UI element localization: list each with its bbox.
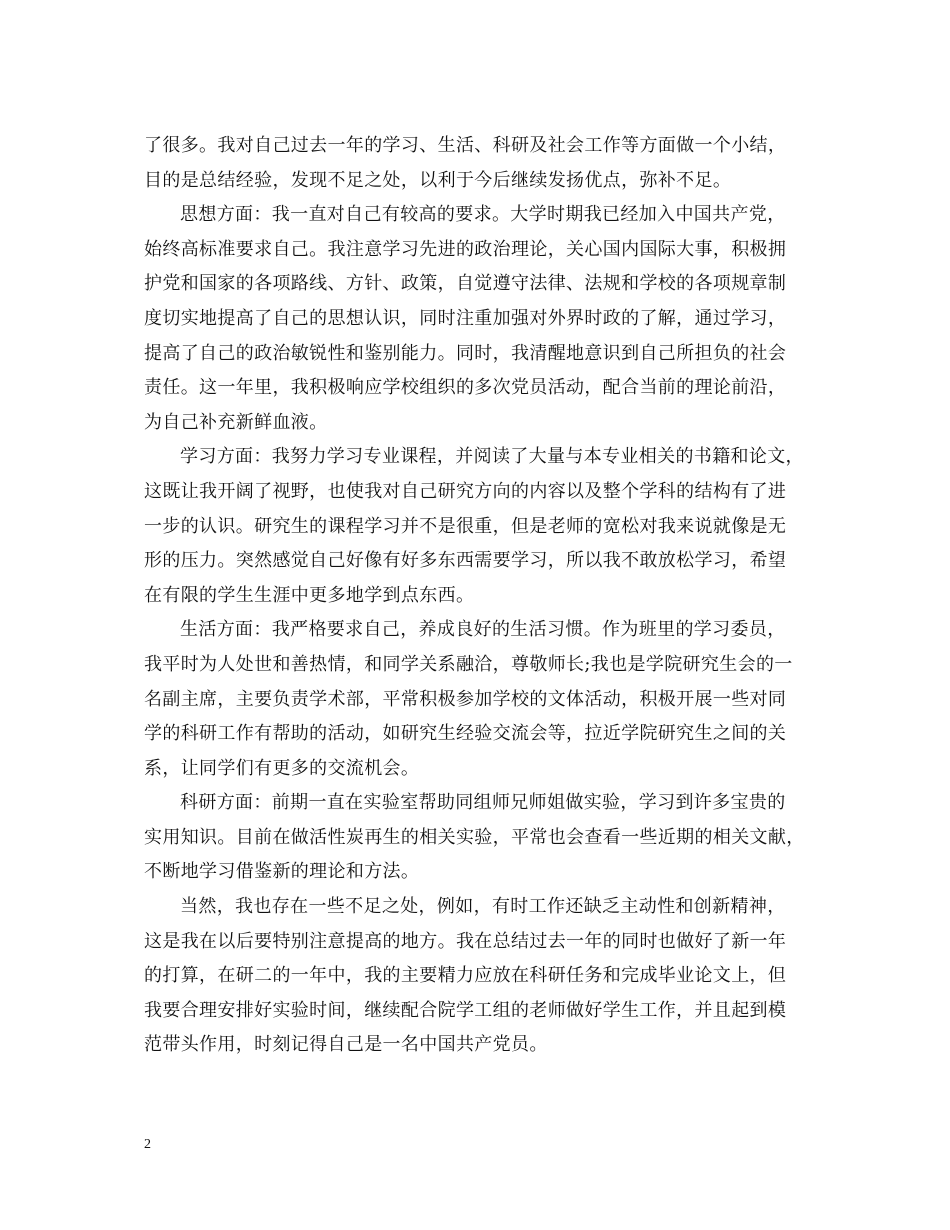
page-number: 2 (144, 1137, 151, 1152)
text-line: 系，让同学们有更多的交流机会。 (144, 757, 420, 779)
text-line: 这既让我开阔了视野，也使我对自己研究方向的内容以及整个学科的结构有了进 (144, 480, 787, 502)
text-line: 为自己补充新鲜血液。 (144, 411, 328, 433)
text-line: 不断地学习借鉴新的理论和方法。 (144, 861, 420, 883)
text-line: 名副主席，主要负责学术部，平常积极参加学校的文体活动，积极开展一些对同 (144, 688, 787, 710)
text-line: 护党和国家的各项路线、方针、政策，自觉遵守法律、法规和学校的各项规章制 (144, 273, 787, 295)
text-line: 责任。这一年里，我积极响应学校组织的多次党员活动，配合当前的理论前沿， (144, 377, 787, 399)
text-line: 科研方面：前期一直在实验室帮助同组师兄师姐做实验，学习到许多宝贵的 (180, 792, 786, 814)
text-line: 思想方面：我一直对自己有较高的要求。大学时期我已经加入中国共产党， (180, 204, 786, 226)
text-line: 在有限的学生生涯中更多地学到点东西。 (144, 584, 475, 606)
text-line: 范带头作用，时刻记得自己是一名中国共产党员。 (144, 1034, 548, 1056)
text-line: 实用知识。目前在做活性炭再生的相关实验，平常也会查看一些近期的相关文献， (144, 826, 805, 848)
paragraph-research (144, 786, 808, 890)
text-line: 的打算，在研二的一年中，我的主要精力应放在科研任务和完成毕业论文上，但 (144, 965, 787, 987)
text-line: 形的压力。突然感觉自己好像有好多东西需要学习，所以我不敢放松学习，希望 (144, 550, 787, 572)
text-line: 我要合理安排好实验时间，继续配合院学工组的老师做好学生工作，并且起到模 (144, 999, 787, 1021)
text-line: 了很多。我对自己过去一年的学习、生活、科研及社会工作等方面做一个小结， (144, 135, 787, 156)
text-line: 当然，我也存在一些不足之处，例如，有时工作还缺乏主动性和创新精神， (180, 896, 786, 918)
text-line: 一步的认识。研究生的课程学习并不是很重，但是老师的宽松对我来说就像是无 (144, 515, 787, 537)
text-line: 始终高标准要求自己。我注意学习先进的政治理论，关心国内国际大事，积极拥 (144, 238, 787, 260)
paragraph-life (144, 613, 808, 786)
text-line: 我平时为人处世和善热情，和同学关系融洽，尊敬师长;我也是学院研究生会的一 (144, 653, 793, 675)
text-line: 生活方面：我严格要求自己，养成良好的生活习惯。作为班里的学习委员， (180, 619, 786, 641)
text-line: 学习方面：我努力学习专业课程，并阅读了大量与本专业相关的书籍和论文， (180, 446, 804, 468)
text-line: 提高了自己的政治敏锐性和鉴别能力。同时，我清醒地意识到自己所担负的社会 (144, 342, 787, 364)
paragraph-shortcomings (144, 890, 808, 1063)
text-line: 目的是总结经验，发现不足之处，以利于今后继续发扬优点，弥补不足。 (144, 169, 732, 191)
paragraph-study (144, 440, 808, 613)
text-line: 这是我在以后要特别注意提高的地方。我在总结过去一年的同时也做好了新一年 (144, 930, 787, 952)
text-line: 学的科研工作有帮助的活动，如研究生经验交流会等，拉近学院研究生之间的关 (144, 723, 787, 745)
paragraph-intro-continued (144, 129, 808, 198)
document-body (144, 129, 808, 1063)
text-line: 度切实地提高了自己的思想认识，同时注重加强对外界时政的了解，通过学习， (144, 307, 787, 329)
paragraph-ideology (144, 198, 808, 440)
